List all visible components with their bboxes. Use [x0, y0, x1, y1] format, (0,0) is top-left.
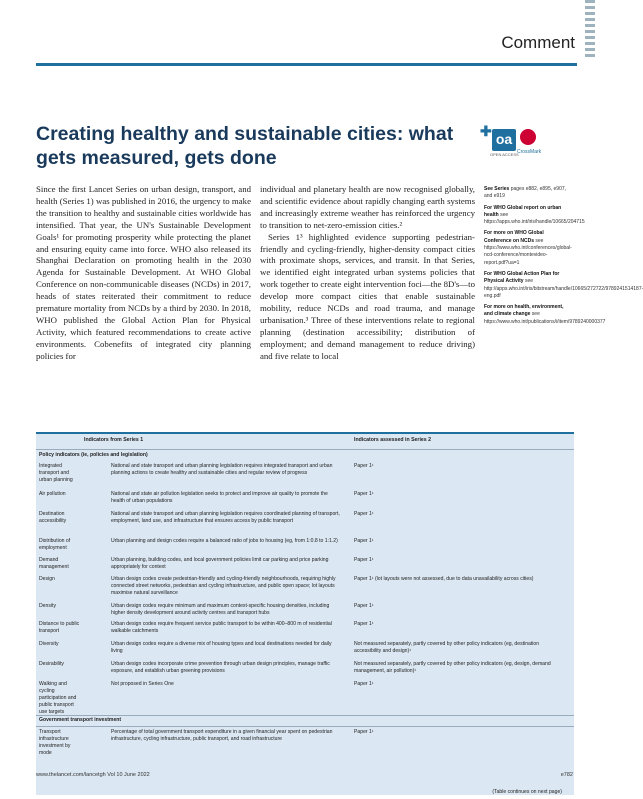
indicator-table: Indicators from Series 1 Indicators assessed in Series 2 Policy indicators (ie, policies and legislation) Integrated transport and urban planning National and state transport and urban planning legislation requires integrated transport and urban planning actions to create healthy and sustainable cities and regular review of progress Paper 1¹ Air pollution National and state air pollution legislation seeks to protect and improve air quality to promote the health of urban populations Paper 1¹ Destination accessibility National and state transport and urban planning legislation requires coordinated planning of transport, employment, land use, and infrastructure that ensures access by public transport Paper 1¹ Distribution of employment Urban planning and design codes require a balanced ratio of jobs to housing (eg, from 1:0.8 to 1:1.2) Paper 1¹ Demand management Urban planning, building codes, and local government policies limit car parking and price parking appropriately for context Paper 1¹ Design Urban design codes create pedestrian-friendly and cycling-friendly neighbourhoods, requiring highly connected street networks, pedestrian and cycling infrastructure, and public open space; lot layouts maximise natural surveillance Paper 1¹ (lot layouts were not assessed, due to data unavailability across cities) Density Urban design codes require minimum and maximum context-specific housing densities, including higher density development around activity centres and transport hubs Paper 1¹ Distance to public transport Urban design codes require frequent service public transport to be within 400–800 m of residential walkable catchments Paper 1¹ Diversity Urban design codes require a diverse mix of housing types and local destinations needed for daily living Not measured separately, partly covered by other policy indicators (eg, destination accessibility and design)¹ Desirability Urban design codes incorporate crime prevention through urban design principles, manage traffic exposure, and establish urban greening provisions Not measured separately, partly covered by other policy indicators (eg, design, demand management, air pollution)¹ Walking and cycling participation and public transport use targets Not proposed in Series One Paper 1¹ Government transport investment Transport infrastructure investment by mode Percentage of total government transport expenditure in a given financial year spent on pedestrian infrastructure, cycling infrastructure, public transport, and road infrastructure Paper 1¹ (Table continues on next page): [36, 432, 574, 795]
edge-stripes: [585, 0, 595, 58]
divider: [36, 715, 574, 716]
margin-note: For WHO Global report on urban health see https://apps.who.int/iris/handle/10665/204715: [484, 204, 585, 226]
margin-note: See Series pages e882, e895, e907, and e919: [484, 186, 567, 200]
article-title: Creating healthy and sustainable cities: what gets measured, gets done: [36, 123, 454, 169]
margin-link[interactable]: pages e882, e895, e907, and e919: [484, 186, 567, 200]
section-label: Comment: [501, 33, 575, 52]
footer-journal[interactable]: www.thelancet.com/lancetgh Vol 10 June 2022: [36, 772, 150, 778]
margin-link[interactable]: see http://apps.who.int/iris/bitstream/handle/10665/272722/9789241514187-eng.pdf: [484, 278, 643, 299]
paragraph: Since the first Lancet Series on urban design, transport, and health (Series 1) was published in 2016, the urgency to make the transition to healthy and sustainable cities worldwide has intensified. That year, the UN's Sustainable Development Goals¹ for promoting prosperity while protecting the planet and ensuring equity came into force. WHO also released its Shanghai Declaration on promoting health in the 2030 Agenda for Sustainable Development. At WHO Global Conference on non-communicable diseases (NCDs) in 2017, heads of states reiterated their commitment to reduce premature mortality from NCDs by a third by 2030. In 2018, WHO published the Global Action Plan for Physical Activity, which featured recommendations to create active environments. Cobenefits of integrated city planning policies for: [36, 184, 251, 361]
margin-link[interactable]: see https://apps.who.int/iris/handle/10665/204715: [484, 211, 585, 226]
divider: [36, 449, 574, 450]
divider: [36, 726, 574, 727]
margin-note: For more on health, environment, and climate change see https://www.who.int/publications/i/item/9789240000377: [484, 304, 606, 325]
article-badges: [480, 123, 550, 159]
paragraph: Series 1³ highlighted evidence supporting pedestrian-friendly and cycling-friendly, higher-density compact cities with proximate shops, services, and transit. In that Series, we identified eight integrated urban systems policies that work together to create eight intervention foci—the 8D's—to develop more compact cities that enable sustainable mobility, reduce NCDs and road trauma, and manage urbanisation.³ Three of these interventions relate to regional planning (destination accessibility; distribution of employment; and demand management to reduce driving) and five relate to local: [260, 231, 475, 361]
paragraph: individual and planetary health are now recognised globally, and scientific evidence about rapidly changing earth systems and increasingly extreme weather has reinforced the urgency to transition to net-zero-emission cities.²: [260, 184, 475, 230]
column-header: Indicators assessed in Series 2: [354, 437, 431, 443]
header-rule: [36, 63, 577, 66]
margin-note: For WHO Global Action Plan for Physical Activity see http://apps.who.int/iris/bitstream/handle/10665/272722/9789241514187-eng.pdf: [484, 270, 643, 299]
open-access-label: OPEN ACCESS: [490, 152, 519, 157]
plus-icon[interactable]: ✚: [480, 123, 492, 139]
crossmark-icon[interactable]: [520, 129, 536, 145]
footer-page-number: e782: [560, 772, 573, 778]
column-header: Indicators from Series 1: [84, 437, 144, 443]
body-column-1: [36, 184, 251, 363]
body-column-2: [260, 184, 475, 363]
margin-notes: [484, 186, 643, 330]
margin-link[interactable]: see https://www.who.int/publications/i/item/9789240000377: [484, 311, 606, 325]
margin-note: For more on WHO Global Conference on NCDs see https://www.who.int/conferences/global-ncd-conference/montevideo-report.pdf?ua=1: [484, 230, 572, 266]
margin-link[interactable]: see https://www.who.int/conferences/global-ncd-conference/montevideo-report.pdf?ua=1: [484, 237, 572, 266]
table-continues-note: (Table continues on next page): [492, 789, 562, 795]
open-access-icon[interactable]: oa: [492, 129, 516, 151]
crossmark-label: CrossMark: [517, 149, 542, 155]
